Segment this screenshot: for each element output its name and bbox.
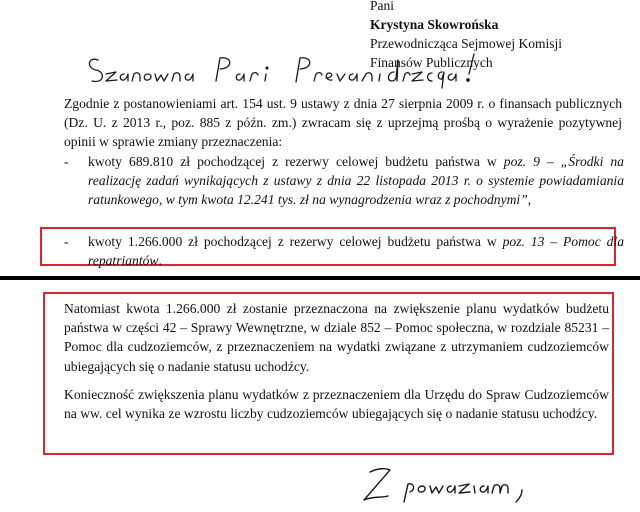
recipient-title-line1: Przewodnicząca Sejmowej Komisji — [370, 36, 562, 51]
bullet-1-tail: , — [527, 192, 532, 208]
bullet-1-italic: poz. 9 – „Środki na realizację zadań wynikających z ustawy z dnia 22 listopada 2013 r. o systemie powiadamiania ratunkowego, w tym kwota 12.241 tys. zł na wynagrodzenia wraz z pochodnymi” — [88, 154, 624, 208]
bullet-1-lead: kwoty 689.810 zł pochodzącej z rezerwy celowej budżetu państwa w — [88, 154, 504, 169]
allocation-paragraph: Natomiast kwota 1.266.000 zł zostanie przeznaczona na zwiększenie planu wydatków budżetu państwa w części 42 – Sprawy Wewnętrzne, w dziale 852 – Pomoc społeczna, w rozdziale 85231 – Pomoc dla cudzoziemców, z przeznaczeniem na wydatki związane z utrzymaniem cudzoziemców ubiegających się o nadanie statusu uchodźcy. — [64, 301, 609, 374]
bullet-2-tail: . — [158, 253, 162, 269]
bullet-2-lead: kwoty 1.266.000 zł pochodzącej z rezerwy celowej budżetu państwa w — [88, 234, 503, 249]
handwritten-salutation — [86, 50, 486, 90]
bullet-dash: - — [64, 234, 69, 249]
recipient-name: Krystyna Skowrońska — [370, 17, 499, 32]
bullet-item-2 — [64, 232, 624, 270]
recipient-honorific: Pani — [370, 0, 395, 13]
bullet-2-italic: poz. 13 – Pomoc dla repatriantów — [88, 234, 624, 269]
intro-paragraph: Zgodnie z postanowieniami art. 154 ust. 9 ustawy z dnia 27 sierpnia 2009 r. o finansach publicznych (Dz. U. z 2013 r., poz. 885 z późn. zm.) zwracam się z uprzejmą prośbą o wyrażenie pozytywnej opinii w sprawie zmiany przeznaczenia: — [64, 96, 622, 150]
bullet-dash: - — [64, 154, 69, 169]
bullet-item-1 — [64, 152, 624, 210]
handwritten-closing — [356, 462, 556, 508]
page-divider — [0, 276, 640, 280]
justification-paragraph: Konieczność zwiększenia planu wydatków z przeznaczeniem dla Urzędu do Spraw Cudzoziemców na ww. cel wynika ze wzrostu liczby cudzoziemców ubiegających się o nadanie statusu uchodźcy. — [64, 387, 609, 422]
recipient-title-line2: Finansów Publicznych — [370, 55, 493, 70]
